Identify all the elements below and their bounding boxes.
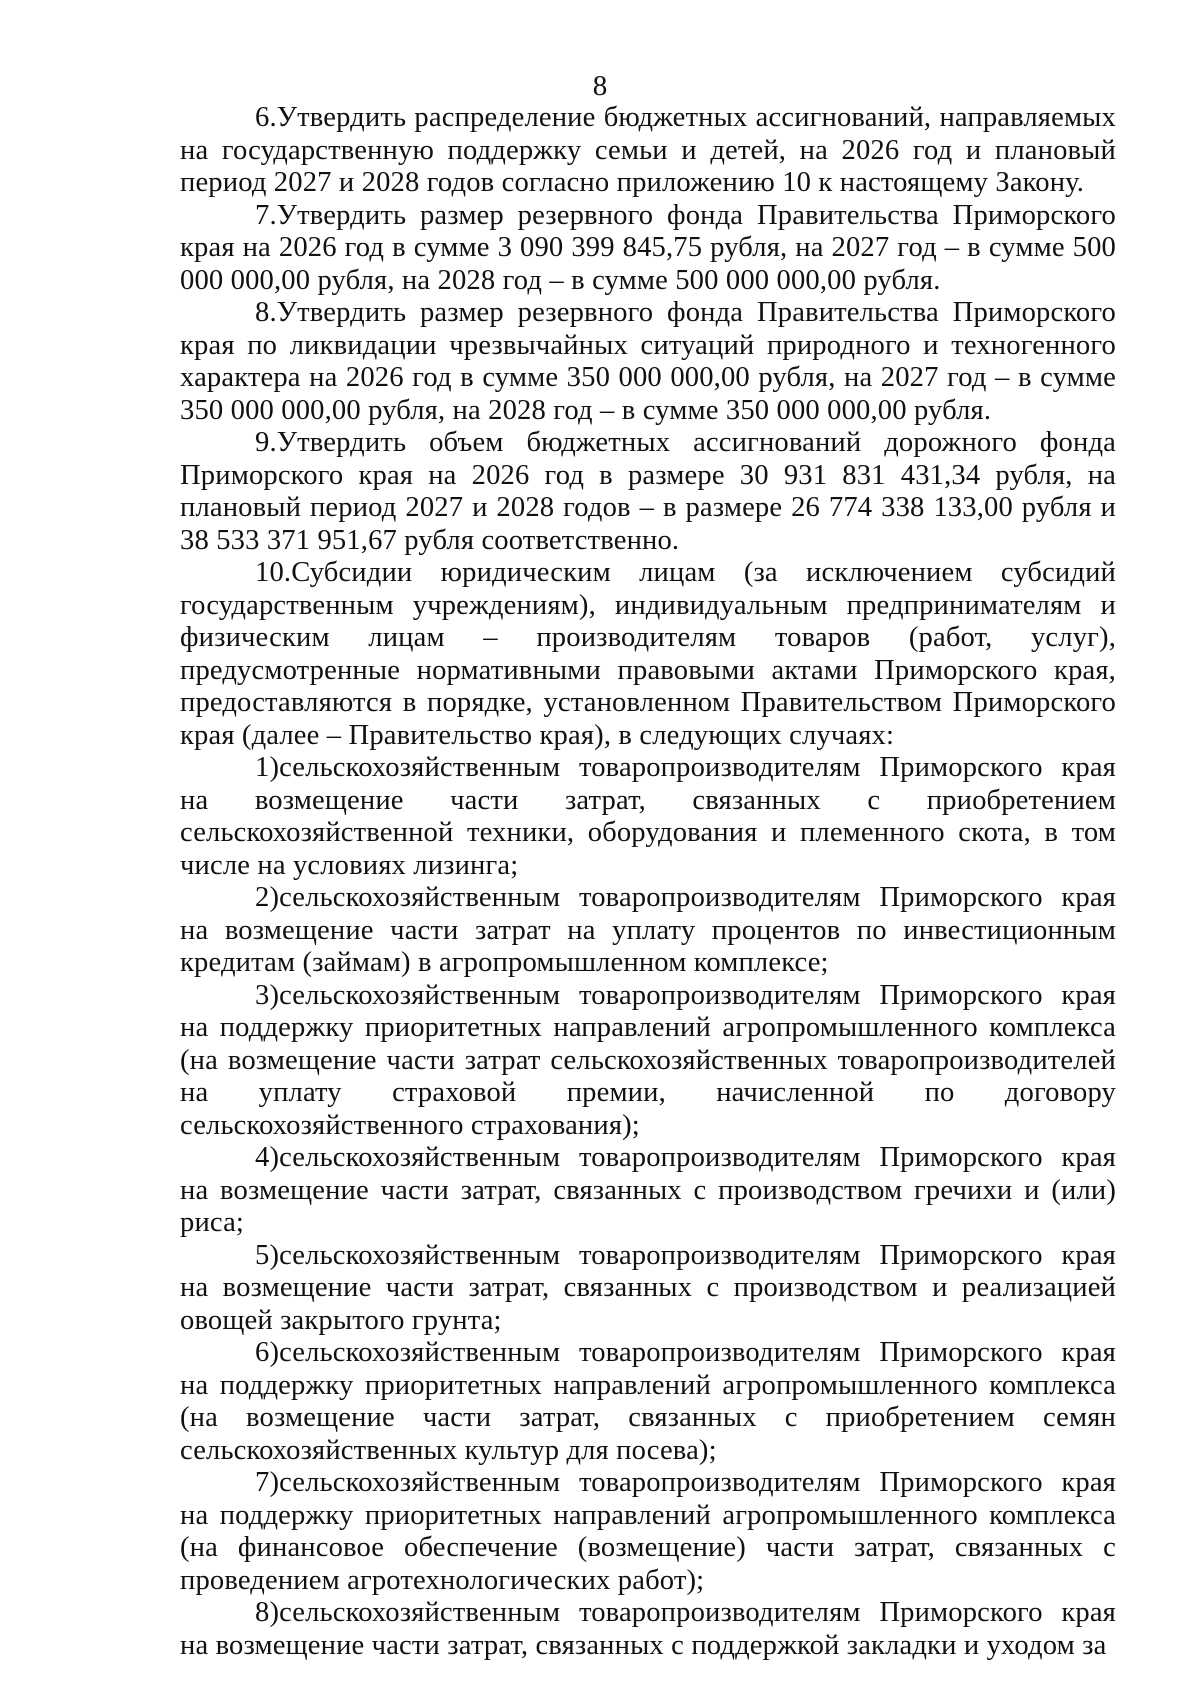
page-number: 8 (592, 70, 608, 102)
subsidy-case-3: 3)сельскохозяйственным товаропроизводителям Приморского края на поддержку приоритетных направлений агропромышленного комплекса (на возмещение части затрат сельскохозяйственных товаропроизводителей на уплату страховой премии, начисленной по договору сельскохозяйственного страхования); (180, 979, 1116, 1141)
paragraph-item-6: 6.Утвердить распределение бюджетных ассигнований, направляемых на государственную поддержку семьи и детей, на 2026 год и плановый период 2027 и 2028 годов согласно приложению 10 к настоящему Закону. (180, 102, 1116, 198)
subsidy-case-8: 8)сельскохозяйственным товаропроизводителям Приморского края на возмещение части затрат, связанных с поддержкой закладки и уходом за (180, 1597, 1116, 1661)
document-body (180, 102, 1116, 1662)
paragraph-item-8: 8.Утвердить размер резервного фонда Правительства Приморского края по ликвидации чрезвычайных ситуаций природного и техногенного характера на 2026 год в сумме 350 000 000,00 рубля, на 2027 год – в сумме 350 000 000,00 рубля, на 2028 год – в сумме 350 000 000,00 рубля. (180, 297, 1116, 426)
subsidy-case-4: 4)сельскохозяйственным товаропроизводителям Приморского края на возмещение части затрат, связанных с производством гречихи и (или) риса; (180, 1142, 1116, 1238)
subsidy-case-5: 5)сельскохозяйственным товаропроизводителям Приморского края на возмещение части затрат, связанных с производством и реализацией овощей закрытого грунта; (180, 1239, 1116, 1336)
paragraph-item-7: 7.Утвердить размер резервного фонда Правительства Приморского края на 2026 год в сумме 3 090 399 845,75 рубля, на 2027 год – в сумме 500 000 000,00 рубля, на 2028 год – в сумме 500 000 000,00 рубля. (180, 199, 1116, 296)
paragraph-item-9: 9.Утвердить объем бюджетных ассигнований дорожного фонда Приморского края на 2026 год в размере 30 931 831 431,34 рубля, на плановый период 2027 и 2028 годов – в размере 26 774 338 133,00 рубля и 38 533 371 951,67 рубля соответственно. (180, 427, 1116, 556)
subsidy-case-7: 7)сельскохозяйственным товаропроизводителям Приморского края на поддержку приоритетных направлений агропромышленного комплекса (на финансовое обеспечение (возмещение) части затрат, связанных с проведением агротехнологических работ); (180, 1467, 1116, 1596)
subsidy-case-2: 2)сельскохозяйственным товаропроизводителям Приморского края на возмещение части затрат на уплату процентов по инвестиционным кредитам (займам) в агропромышленном комплексе; (180, 882, 1116, 978)
subsidy-case-6: 6)сельскохозяйственным товаропроизводителям Приморского края на поддержку приоритетных направлений агропромышленного комплекса (на возмещение части затрат, связанных с приобретением семян сельскохозяйственных культур для посева); (180, 1337, 1116, 1466)
subsidy-case-1: 1)сельскохозяйственным товаропроизводителям Приморского края на возмещение части затрат, связанных с приобретением сельскохозяйственной техники, оборудования и племенного скота, в том числе на условиях лизинга; (180, 752, 1116, 881)
paragraph-item-10: 10.Субсидии юридическим лицам (за исключением субсидий государственным учреждениям), индивидуальным предпринимателям и физическим лицам – производителям товаров (работ, услуг), предусмотренные нормативными правовыми актами Приморского края, предоставляются в порядке, установленном Правительством Приморского края (далее – Правительство края), в следующих случаях: (180, 557, 1116, 751)
